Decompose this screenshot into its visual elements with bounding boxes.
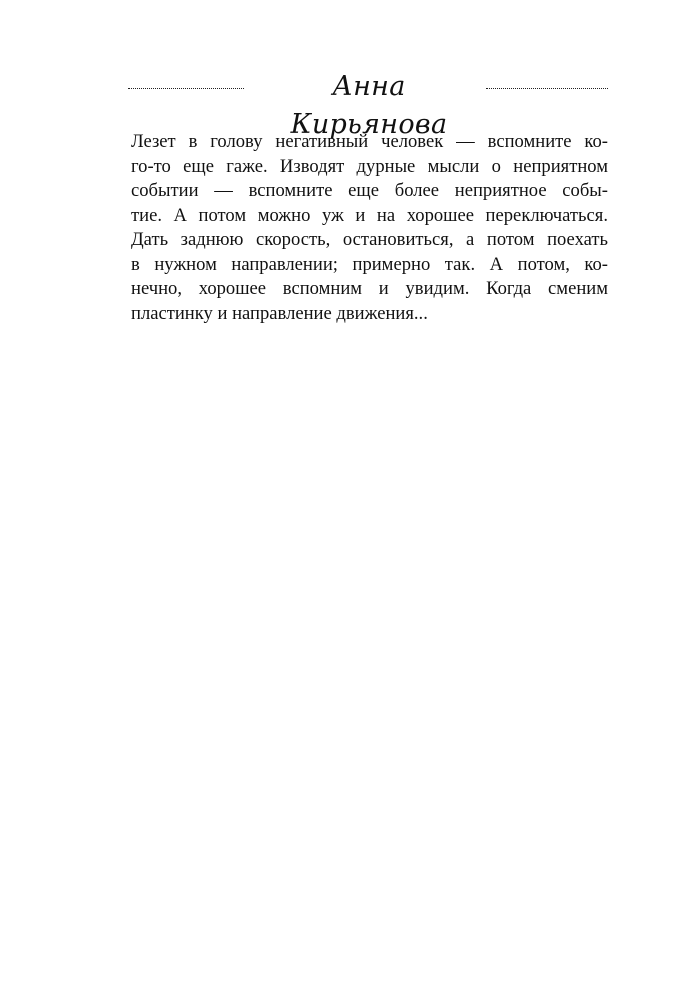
text-line: го-то еще гаже. Изводят дурные мысли о неприятном [131, 155, 608, 177]
dotted-rule-right [486, 88, 608, 89]
text-line: тие. А потом можно уж и на хорошее переключаться. [131, 204, 608, 226]
text-line: в нужном направлении; примерно так. А потом, ко- [131, 253, 608, 275]
running-header [128, 68, 608, 140]
body-paragraph [131, 130, 608, 326]
text-line: нечно, хорошее вспомним и увидим. Когда сменим [131, 278, 608, 299]
author-name: Анна Кирьянова [290, 71, 448, 140]
text-line: пластинку и направление движения... [131, 302, 428, 324]
text-line: событии — вспомните еще более неприятное собы- [131, 180, 608, 201]
text-line: Дать заднюю скорость, остановиться, а потом поехать [131, 229, 608, 250]
dotted-rule-left [128, 88, 244, 89]
text-line: Лезет в голову негативный человек — вспомните ко- [131, 131, 608, 152]
